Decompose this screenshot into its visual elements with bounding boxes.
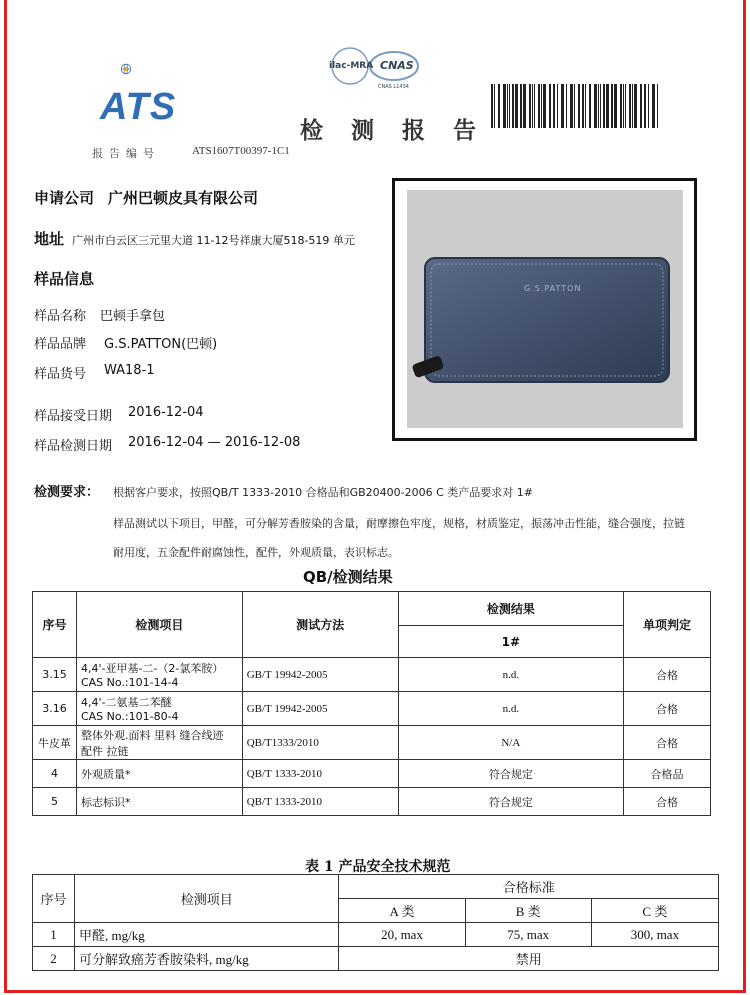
safety-row1-item: 甲醛, mg/kg [75,923,339,947]
qb-cell-method: QB/T1333/2010 [242,726,398,760]
barcode-bar [520,84,522,128]
barcode-bar [611,84,613,128]
barcode-bar [566,84,567,128]
qb-item-line-1: 标志标识* [80,795,131,809]
barcode-bar [585,84,586,128]
barcode-bar [652,84,655,128]
sample-name-value: 巴顿手拿包 [100,309,166,324]
barcode-bar [606,84,609,128]
safety-th-c: C 类 [591,899,718,923]
qb-cell-method: QB/T 1333-2010 [242,788,398,816]
sample-info-title: 样品信息 [34,270,95,288]
barcode-bar [532,84,533,128]
qb-item-line-2: CAS No.:101-14-4 [80,676,179,689]
barcode-bar [507,84,508,128]
qb-cell-judge: 合格 [624,788,711,816]
qb-row [33,726,711,760]
qb-cell-judge: 合格品 [624,760,711,788]
safety-row1-a: 20, max [339,923,465,947]
qb-item-line-2: CAS No.:101-80-4 [80,710,179,723]
qb-cell-item [76,788,242,816]
barcode-bar [640,84,642,128]
barcode-bar [620,84,622,128]
barcode-bar [561,84,564,128]
barcode-bar [644,84,646,128]
barcode-bar [534,84,535,128]
th-result: 检测结果 [398,592,624,626]
barcode-bar [494,84,495,128]
safety-th-no: 序号 [33,875,75,923]
qb-row [33,658,711,692]
barcode-bar [589,84,591,128]
qb-cell-method: QB/T 1333-2010 [242,760,398,788]
ilac-label: ilac-MRA [329,61,374,71]
barcode-icon [491,84,659,128]
barcode-bar [634,84,637,128]
safety-row2-item: 可分解致癌芳香胺染料, mg/kg [75,947,339,971]
qb-cell-result: 符合规定 [398,760,624,788]
qb-cell-no: 牛皮革 [33,726,77,760]
ats-logo-text: ATS [100,86,177,128]
barcode-bar [574,84,575,128]
barcode-bar [529,84,531,128]
safety-row2-no: 2 [33,947,75,971]
barcode-bar [582,84,584,128]
qb-cell-no: 4 [33,760,77,788]
address-value: 广州市白云区三元里大道 11-12号祥康大厦518-519 单元 [72,234,355,247]
qb-cell-item [76,658,242,692]
safety-th-standard: 合格标准 [339,875,719,899]
address-label: 地址 [34,230,65,248]
sample-item-value: WA18-1 [104,363,155,378]
barcode-bar [553,84,555,128]
barcode-bar [543,84,546,128]
barcode-bar [603,84,605,128]
sample-brand-value: G.S.PATTON(巴顿) [104,337,218,352]
qb-item-line-2: 配件 拉链 [80,744,129,758]
test-date-value: 2016-12-04 — 2016-12-08 [128,435,301,450]
barcode-bar [523,84,526,128]
qb-item-line-1: 4,4'-亚甲基-二-（2-氯苯胺） [80,662,224,675]
barcode-bar [625,84,626,128]
cnas-label: CNAS [380,59,414,72]
th-no: 序号 [33,592,77,658]
barcode-bar [549,84,551,128]
qb-cell-no: 3.16 [33,692,77,726]
safety-row2-merged: 禁用 [339,947,719,971]
th-item: 检测项目 [76,592,242,658]
barcode-bar [515,84,518,128]
qb-cell-result: n.d. [398,658,624,692]
barcode-bar [557,84,558,128]
sample-item-label: 样品货号 [34,367,87,382]
barcode-bar [648,84,649,128]
barcode-bar [541,84,542,128]
requirements-label: 检测要求： [34,485,100,500]
qb-cell-no: 3.15 [33,658,77,692]
qb-cell-item [76,760,242,788]
barcode-bar [538,84,540,128]
test-date-label: 样品检测日期 [34,439,113,454]
qb-cell-result: 符合规定 [398,788,624,816]
qb-row [33,760,711,788]
received-date-value: 2016-12-04 [128,405,204,420]
product-emboss: G.S.PATTON [524,284,582,293]
barcode-bar [503,84,506,128]
safety-th-a: A 类 [339,899,465,923]
barcode-bar [509,84,510,128]
qb-item-line-1: 整体外观.面料 里料 缝合线迹 [80,728,224,742]
requirements-line-3: 耐用度，五金配件耐腐蚀性，配件，外观质量，表识标志。 [113,546,399,559]
qb-cell-method: GB/T 19942-2005 [242,658,398,692]
barcode-bar [614,84,617,128]
barcode-bar [600,84,601,128]
report-number: ATS1607T00397-1C1 [192,145,290,157]
barcode-bar [498,84,500,128]
barcode-bar [512,84,514,128]
qb-item-line-1: 4,4'-二氨基二苯醚 [80,696,172,709]
th-judge: 单项判定 [624,592,711,658]
barcode-bar [570,84,573,128]
qb-results-table [32,591,711,816]
qb-cell-result: n.d. [398,692,624,726]
safety-row1-c: 300, max [591,923,718,947]
report-title: 检 测 报 告 [300,118,487,144]
qb-cell-method: GB/T 19942-2005 [242,692,398,726]
safety-row1-b: 75, max [465,923,591,947]
safety-th-item: 检测项目 [75,875,339,923]
qb-row [33,788,711,816]
safety-spec-table [32,874,719,971]
barcode-bar [623,84,624,128]
barcode-bar [491,84,493,128]
requirements-line-1: 根据客户要求，按照QB/T 1333-2010 合格品和GB20400-2006 C 类产品要求对 1# [113,486,533,499]
barcode-bar [594,84,597,128]
received-date-label: 样品接受日期 [34,409,113,424]
sample-brand-label: 样品品牌 [34,337,87,352]
qb-cell-judge: 合格 [624,692,711,726]
barcode-bar [657,84,658,128]
applicant-label: 申请公司 [34,189,95,207]
cnas-sub-label: CNAS L1434 [378,84,409,90]
qb-cell-no: 5 [33,788,77,816]
barcode-bar [578,84,580,128]
qb-row [33,692,711,726]
qb-item-line-1: 外观质量* [80,767,131,781]
qb-cell-judge: 合格 [624,658,711,692]
safety-table-title: 表 1 产品安全技术规范 [305,859,451,875]
barcode-bar [598,84,599,128]
barcode-bar [629,84,631,128]
th-method: 测试方法 [242,592,398,658]
sample-name-label: 样品名称 [34,309,87,324]
cert-logos [326,44,422,94]
safety-row1-no: 1 [33,923,75,947]
wallet-image-icon [407,190,683,428]
product-photo [407,190,683,428]
qb-results-title: QB/检测结果 [303,568,393,586]
requirements-line-2: 样品测试以下项目，甲醛，可分解芳香胺染的含量，耐摩擦色牢度，规格，材质鉴定，振荡冲击性能，缝合强度，拉链 [113,517,685,530]
qb-cell-item [76,726,242,760]
th-sample: 1# [398,626,624,658]
barcode-bar [632,84,633,128]
qb-cell-result: N/A [398,726,624,760]
qb-cell-judge: 合格 [624,726,711,760]
safety-th-b: B 类 [465,899,591,923]
applicant-value: 广州巴顿皮具有限公司 [108,189,259,207]
report-no-label: 报告编号 [92,147,160,160]
qb-cell-item [76,692,242,726]
